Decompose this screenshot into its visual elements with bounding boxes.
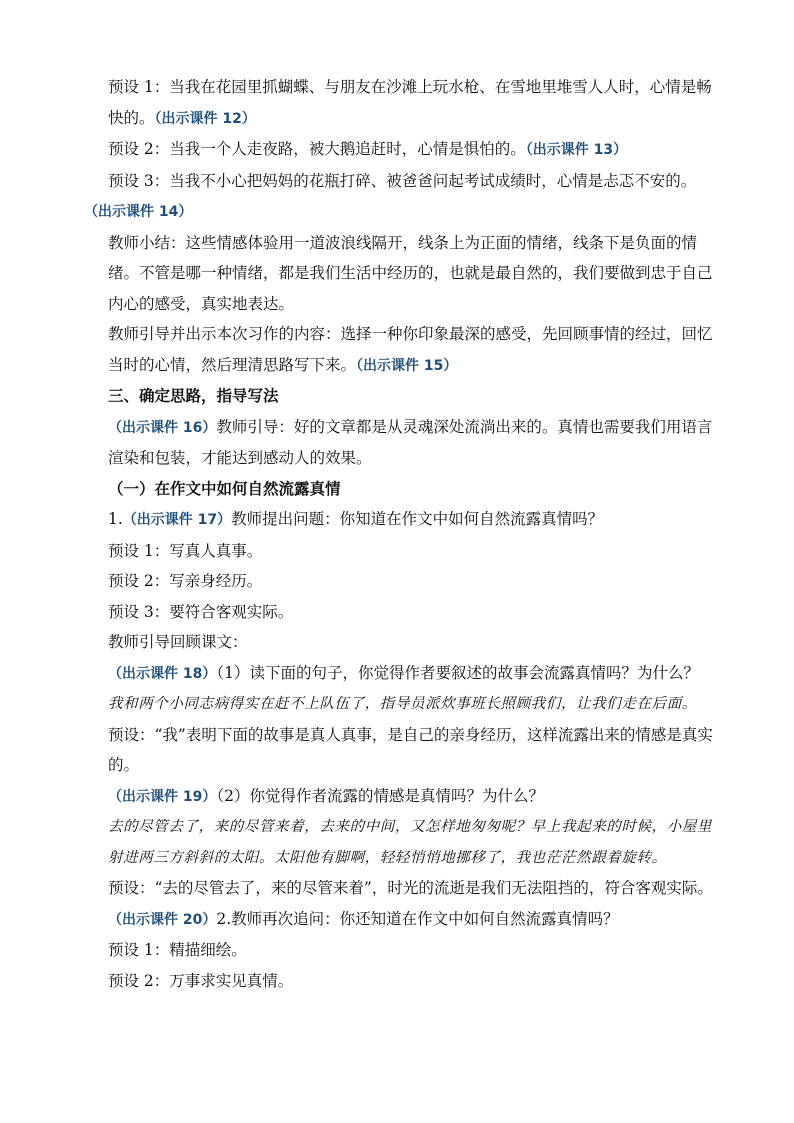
paragraph-text: 教师引导并出示本次习作的内容：选择一种你印象最深的感受，先回顾事情的经过，回忆当时的心情，然后理清思路写下来。 <box>108 325 713 374</box>
courseware-tag: （出示课件 15） <box>356 357 458 374</box>
paragraph-teacher-summary <box>108 228 714 320</box>
quote-passage-2: 去的尽管去了，来的尽管来着，去来的中间，又怎样地匆匆呢？早上我起来的时候，小屋里射进两三方斜斜的太阳。太阳他有脚啊，轻轻悄悄地挪移了，我也茫茫然跟着旋转。 <box>108 819 712 866</box>
paragraph-text: 教师引导：好的文章都是从灵魂深处流淌出来的。真情也需要我们用语言渲染和包装，才能达到感动人的效果。 <box>108 417 713 467</box>
quote-sentence-1: 我和两个小同志病得实在赶不上队伍了，指导员派炊事班长照顾我们，让我们走在后面。 <box>108 696 697 712</box>
paragraph-preset-3-tag <box>84 196 714 228</box>
paragraph-preset-3 <box>108 166 724 197</box>
paragraph-answer-3: 预设 3：要符合客观实际。 <box>108 602 294 621</box>
item-number: 1. <box>108 510 123 528</box>
paragraph-text: 教师提出问题：你知道在作文中如何自然流露真情吗？ <box>231 510 604 528</box>
paragraph-guide-16 <box>108 412 714 474</box>
paragraph-text: 2.教师再次追问：你还知道在作文中如何自然流露真情吗？ <box>216 909 619 928</box>
paragraph-answer-truth: 预设 2：万事求实见真情。 <box>108 971 294 990</box>
paragraph-review: 教师引导回顾课文： <box>108 633 248 651</box>
paragraph-preset-time: 预设：“去的尽管去了，来的尽管来着”，时光的流逝是我们无法阻挡的，符合客观实际。 <box>108 879 713 897</box>
paragraph-text: 预设 2：当我一个人走夜路，被大鹅追赶时，心情是惧怕的。 <box>108 140 526 158</box>
paragraph-guide-19 <box>108 781 714 813</box>
courseware-tag: （出示课件 19） <box>108 788 217 805</box>
paragraph-text: 预设 1：当我在花园里抓蝴蝶、与朋友在沙滩上玩水枪、在雪地里堆雪人人时，心情是畅快的。 <box>108 78 712 127</box>
paragraph-text: （2）你觉得作者流露的情感是真情吗？为什么？ <box>216 786 544 805</box>
paragraph-text: （1）读下面的句子，你觉得作者要叙述的故事会流露真情吗？为什么？ <box>216 663 699 682</box>
courseware-tag: （出示课件 20） <box>108 911 217 928</box>
section-heading-3: 三、确定思路，指导写法 <box>108 387 279 405</box>
paragraph-preset-real: 预设：“我”表明下面的故事是真人真事，是自己的亲身经历，这样流露出来的情感是真实的。 <box>108 725 713 774</box>
paragraph-question-1 <box>108 504 714 536</box>
paragraph-preset-2 <box>108 134 714 166</box>
paragraph-text: 预设 3：当我不小心把妈妈的花瓶打碎、被爸爸问起考试成绩时，心情是忐忑不安的。 <box>108 171 697 190</box>
paragraph-teacher-guide <box>108 319 714 381</box>
paragraph-guide-20 <box>108 904 714 936</box>
subsection-heading-1: （一）在作文中如何自然流露真情 <box>108 479 341 498</box>
paragraph-answer-detail: 预设 1：精描细绘。 <box>108 941 247 959</box>
paragraph-text: 教师小结：这些情感体验用一道波浪线隔开，线条上为正面的情绪，线条下是负面的情绪。不管是哪一种情绪，都是我们生活中经历的，也就是最自然的，我们要做到忠于自己内心的感受，真实地表达。 <box>108 233 713 313</box>
courseware-tag: （出示课件 18） <box>108 665 217 682</box>
courseware-tag: （出示课件 16） <box>108 419 217 436</box>
courseware-tag: （出示课件 13） <box>525 142 628 158</box>
courseware-tag: （出示课件 14） <box>84 204 193 220</box>
courseware-tag: （出示课件 17） <box>122 512 232 528</box>
paragraph-guide-18 <box>108 658 714 690</box>
paragraph-answer-1: 预设 1：写真人真事。 <box>108 541 263 560</box>
paragraph-answer-2: 预设 2：写亲身经历。 <box>108 572 263 590</box>
paragraph-preset-1 <box>108 72 714 134</box>
courseware-tag: （出示课件 12） <box>154 110 256 127</box>
document-page <box>84 72 714 996</box>
